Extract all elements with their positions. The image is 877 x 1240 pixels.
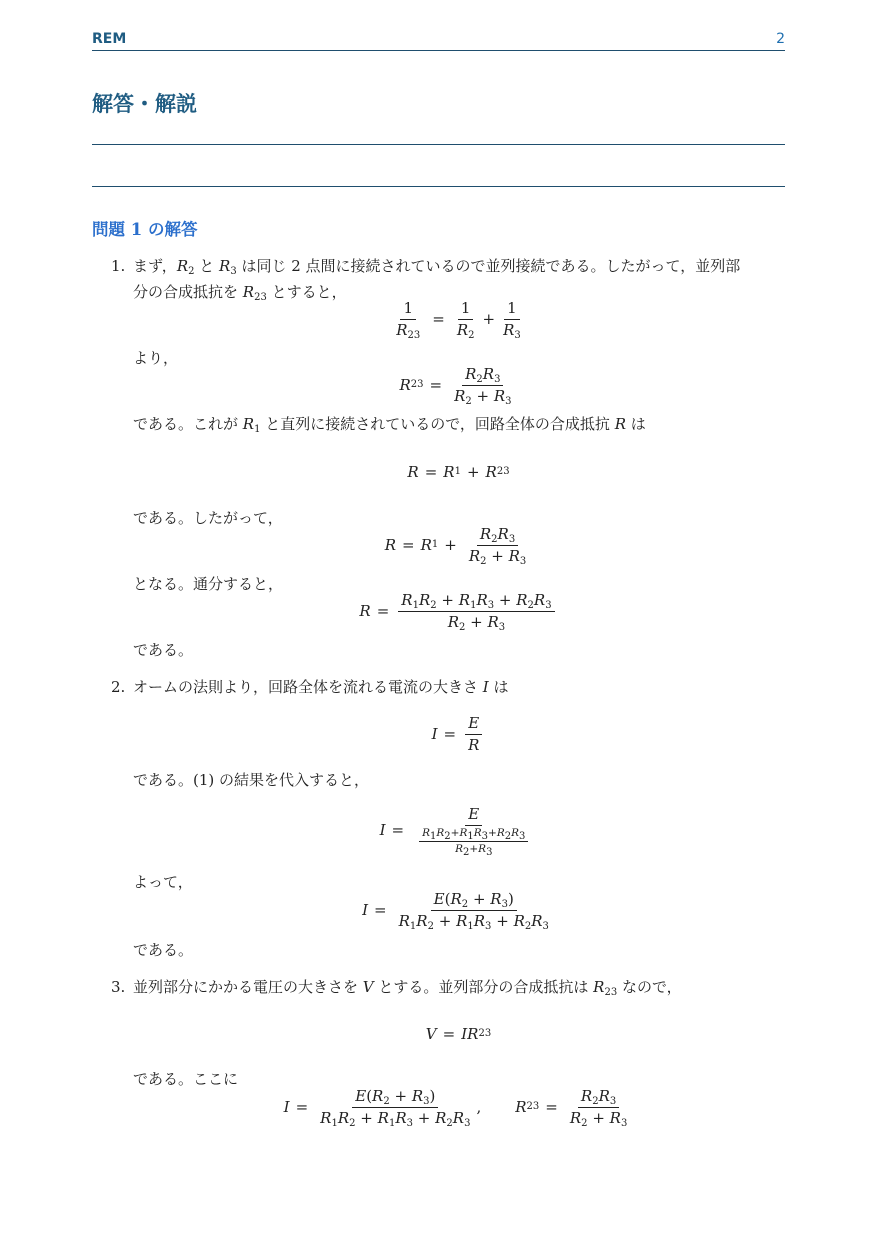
- section-title: 問題 1 の解答: [92, 220, 198, 239]
- paragraph-line: である。: [133, 941, 194, 959]
- equation: R = $\frac{R_1R_2 + R_1R_3 + R_2R_3}{R_2 + R_3}$: [92, 589, 825, 633]
- paragraph-line: である。(1) の結果を代入すると，: [133, 771, 370, 789]
- item-number: 1.: [111, 257, 126, 275]
- equation: $\frac{1}{R_{23}}$ = $\frac{1}{R_2}$ + $\frac{1}{R_3}$: [396, 298, 521, 341]
- equation: I = $\frac{E(R_2 + R_3)}{R_1R_2 + R_1R_3 + R_2R_3}$: [362, 889, 549, 932]
- page-number: 2: [776, 31, 785, 47]
- equation: R = R 1 + $\frac{R_2R_3}{R_2 + R_3}$: [384, 524, 527, 567]
- paragraph-line: である。したがって，: [133, 509, 283, 527]
- paragraph-line: である。ここに: [133, 1070, 239, 1088]
- equation: I = $\frac{E}{R}$: [92, 712, 825, 756]
- equation: I = $\frac{E}{\frac{R_1R_2+R_1R_3+R_2R_3}{R_2+R_3}}$: [92, 806, 825, 854]
- paragraph-line: よって，: [133, 873, 193, 891]
- equation: I = $\frac{E(R_2 + R_3)}{R_1R_2 + R_1R_3 + R_2R_3}$ , R 23 = $\frac{R_2R_3}{R_2 + R_3}$: [283, 1086, 628, 1129]
- paragraph-line: 分の合成抵抗を $R_{23}$ とすると，: [133, 283, 347, 303]
- equation: V = I R 23: [425, 1025, 492, 1043]
- header-brand: REM: [92, 31, 127, 47]
- paragraph-line: である。これが $R_1$ と直列に接続されているので，回路全体の合成抵抗 R は: [133, 415, 646, 435]
- paragraph-line: オームの法則より，回路全体を流れる電流の大きさ I は: [133, 678, 509, 696]
- equation: R = R 1 + R 23: [407, 463, 510, 481]
- item-number: 2.: [111, 678, 126, 696]
- item-number: 3.: [111, 978, 126, 996]
- paragraph-line: 並列部分にかかる電圧の大きさを V とする。並列部分の合成抵抗は $R_{23}$ なので，: [133, 978, 682, 998]
- paragraph-line: となる。通分すると，: [133, 575, 284, 593]
- paragraph-line: である。: [133, 641, 194, 659]
- divider-top: [92, 144, 785, 145]
- divider-bottom: [92, 186, 785, 187]
- paragraph-line: より，: [133, 349, 179, 367]
- paragraph-line: まず，$R_2$ と $R_3$ は同じ 2 点間に接続されているので並列接続である。したがって，並列部: [133, 257, 741, 277]
- equation: R 23 = $\frac{R_2R_3}{R_2 + R_3}$: [399, 364, 512, 407]
- page-title: 解答・解説: [92, 91, 197, 116]
- running-header: [92, 30, 785, 51]
